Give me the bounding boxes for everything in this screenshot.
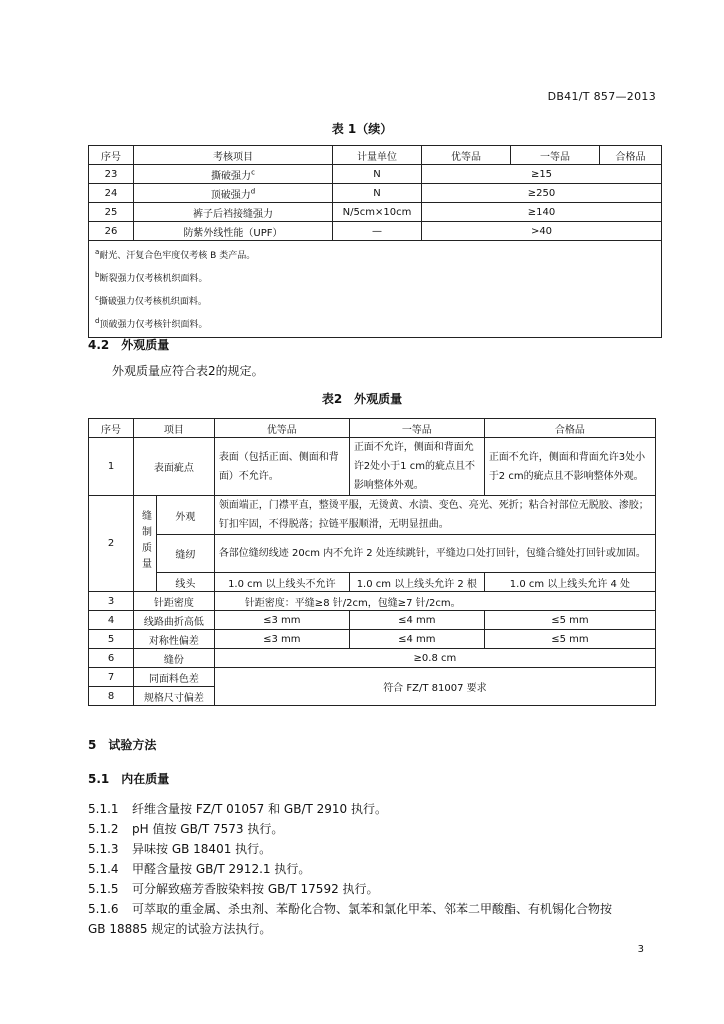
method-item: 5.1.1 纤维含量按 FZ/T 01057 和 GB/T 2910 执行。 <box>88 802 388 816</box>
th-no: 序号 <box>89 419 134 438</box>
method-item: 5.1.6 可萃取的重金属、杀虫剂、苯酚化合物、氯苯和氯化甲苯、邻苯二甲酸酯、有机锡化合物按 <box>88 902 613 916</box>
table1-caption: 表 1（续） <box>331 122 393 136</box>
table-row <box>89 222 662 241</box>
method-item: 5.1.2 pH 值按 GB/T 7573 执行。 <box>88 822 284 836</box>
note: $^c$撕破强力仅考核机织面料。 <box>95 294 207 307</box>
row-unit: N/5cm×10cm <box>333 203 422 222</box>
th-unit: 计量单位 <box>333 146 422 165</box>
cell-value: 领面端正，门襟平直，整烫平服，无烫黄、水渍、变色、亮光、死折；粘合衬部位无脱胶、渗胶；钉扣牢固，不得脱落；拉链平服顺滑，无明显扭曲。 <box>214 496 655 535</box>
table1 <box>88 145 662 338</box>
cell-value: 符合 FZ/T 81007 要求 <box>214 668 655 706</box>
table-row <box>89 184 662 203</box>
section-5-1-heading: 5.1 内在质量 <box>88 772 170 786</box>
section-5-heading: 5 试验方法 <box>88 738 157 752</box>
cell-first: ≤4 mm <box>349 611 484 630</box>
cell-value: ≥0.8 cm <box>214 649 655 668</box>
table1-header-row <box>89 146 662 165</box>
row-value: ≥140 <box>422 203 662 222</box>
table1-notes <box>89 241 662 338</box>
cell-pass: 正面不允许，侧面和背面允许3处小于2 cm的疵点且不影响整体外观。 <box>484 438 655 496</box>
table-row <box>89 203 662 222</box>
row-item: 缝份 <box>134 649 215 668</box>
row-unit: N <box>333 184 422 203</box>
row-value: ≥15 <box>422 165 662 184</box>
table-row <box>89 165 662 184</box>
cell-pass: ≤5 mm <box>484 611 655 630</box>
method-item: 5.1.4 甲醛含量按 GB/T 2912.1 执行。 <box>88 862 311 876</box>
row-item: 缝纫 <box>157 535 215 573</box>
cell-top: ≤3 mm <box>214 611 349 630</box>
row-no: 26 <box>89 222 134 241</box>
row-no: 2 <box>89 496 134 592</box>
th-top: 优等品 <box>214 419 349 438</box>
cell-first: ≤4 mm <box>349 630 484 649</box>
row-no: 5 <box>89 630 134 649</box>
row-no: 25 <box>89 203 134 222</box>
th-pass: 合格品 <box>600 146 662 165</box>
row-no: 7 <box>89 668 134 687</box>
row-no: 6 <box>89 649 134 668</box>
cell-pass: 1.0 cm 以上线头允许 4 处 <box>484 573 655 592</box>
row-item: 线路曲折高低 <box>134 611 215 630</box>
method-item-continuation: GB 18885 规定的试验方法执行。 <box>88 922 272 936</box>
th-first: 一等品 <box>349 419 484 438</box>
section-4-2-heading: 4.2 外观质量 <box>88 338 170 352</box>
table1-notes-row <box>89 241 662 338</box>
cell-pass: ≤5 mm <box>484 630 655 649</box>
standard-code: DB41/T 857—2013 <box>547 90 656 103</box>
row-item: 对称性偏差 <box>134 630 215 649</box>
table2-header-row <box>89 419 656 438</box>
table-row <box>89 573 656 592</box>
table-row <box>89 592 656 611</box>
row-no: 1 <box>89 438 134 496</box>
cell-first: 1.0 cm 以上线头允许 2 根 <box>349 573 484 592</box>
row-unit: — <box>333 222 422 241</box>
row-item: 规格尺寸偏差 <box>134 687 215 706</box>
table2-caption: 表2 外观质量 <box>321 392 403 406</box>
row-no: 4 <box>89 611 134 630</box>
row-value: >40 <box>422 222 662 241</box>
row-item: 针距密度 <box>134 592 215 611</box>
table-row <box>89 611 656 630</box>
table-row <box>89 668 656 687</box>
table-row <box>89 649 656 668</box>
row-item: 外观 <box>157 496 215 535</box>
row-item: 顶破强力$^d$ <box>134 184 333 203</box>
cell-top: 表面（包括正面、侧面和背面）不允许。 <box>214 438 349 496</box>
cell-first: 正面不允许，侧面和背面允许2处小于1 cm的疵点且不影响整体外观。 <box>349 438 484 496</box>
th-pass: 合格品 <box>484 419 655 438</box>
table-row <box>89 535 656 573</box>
row-no: 8 <box>89 687 134 706</box>
row-no: 24 <box>89 184 134 203</box>
row-item: 裤子后裆接缝强力 <box>134 203 333 222</box>
cell-top: ≤3 mm <box>214 630 349 649</box>
th-top: 优等品 <box>422 146 511 165</box>
cell-value: 各部位缝纫线迹 20cm 内不允许 2 处连续跳针，平缝边口处打回针，包缝合缝处打回针或加固。 <box>214 535 655 573</box>
table-row <box>89 438 656 496</box>
row-no: 23 <box>89 165 134 184</box>
table2 <box>88 418 656 706</box>
page-number: 3 <box>637 944 644 955</box>
row-value: ≥250 <box>422 184 662 203</box>
group-label: 缝制质量 <box>134 496 157 592</box>
table-row <box>89 496 656 535</box>
th-item: 项目 <box>134 419 215 438</box>
row-item: 同面料色差 <box>134 668 215 687</box>
method-item: 5.1.5 可分解致癌芳香胺染料按 GB/T 17592 执行。 <box>88 882 379 896</box>
note: $^b$断裂强力仅考核机织面料。 <box>95 271 208 284</box>
row-item: 线头 <box>157 573 215 592</box>
cell-top: 1.0 cm 以上线头不允许 <box>214 573 349 592</box>
row-item: 表面疵点 <box>134 438 215 496</box>
note: $^a$耐光、汗复合色牢度仅考核 B 类产品。 <box>95 248 256 261</box>
th-no: 序号 <box>89 146 134 165</box>
row-unit: N <box>333 165 422 184</box>
row-item: 防紫外线性能（UPF） <box>134 222 333 241</box>
th-first: 一等品 <box>511 146 600 165</box>
method-item: 5.1.3 异味按 GB 18401 执行。 <box>88 842 272 856</box>
table-row <box>89 630 656 649</box>
row-item: 撕破强力$^c$ <box>134 165 333 184</box>
th-item: 考核项目 <box>134 146 333 165</box>
note: $^d$顶破强力仅考核针织面料。 <box>95 317 208 330</box>
cell-value: 针距密度：平缝≥8 针/2cm，包缝≥7 针/2cm。 <box>214 592 655 611</box>
section-4-2-paragraph: 外观质量应符合表2的规定。 <box>112 364 264 378</box>
row-no: 3 <box>89 592 134 611</box>
